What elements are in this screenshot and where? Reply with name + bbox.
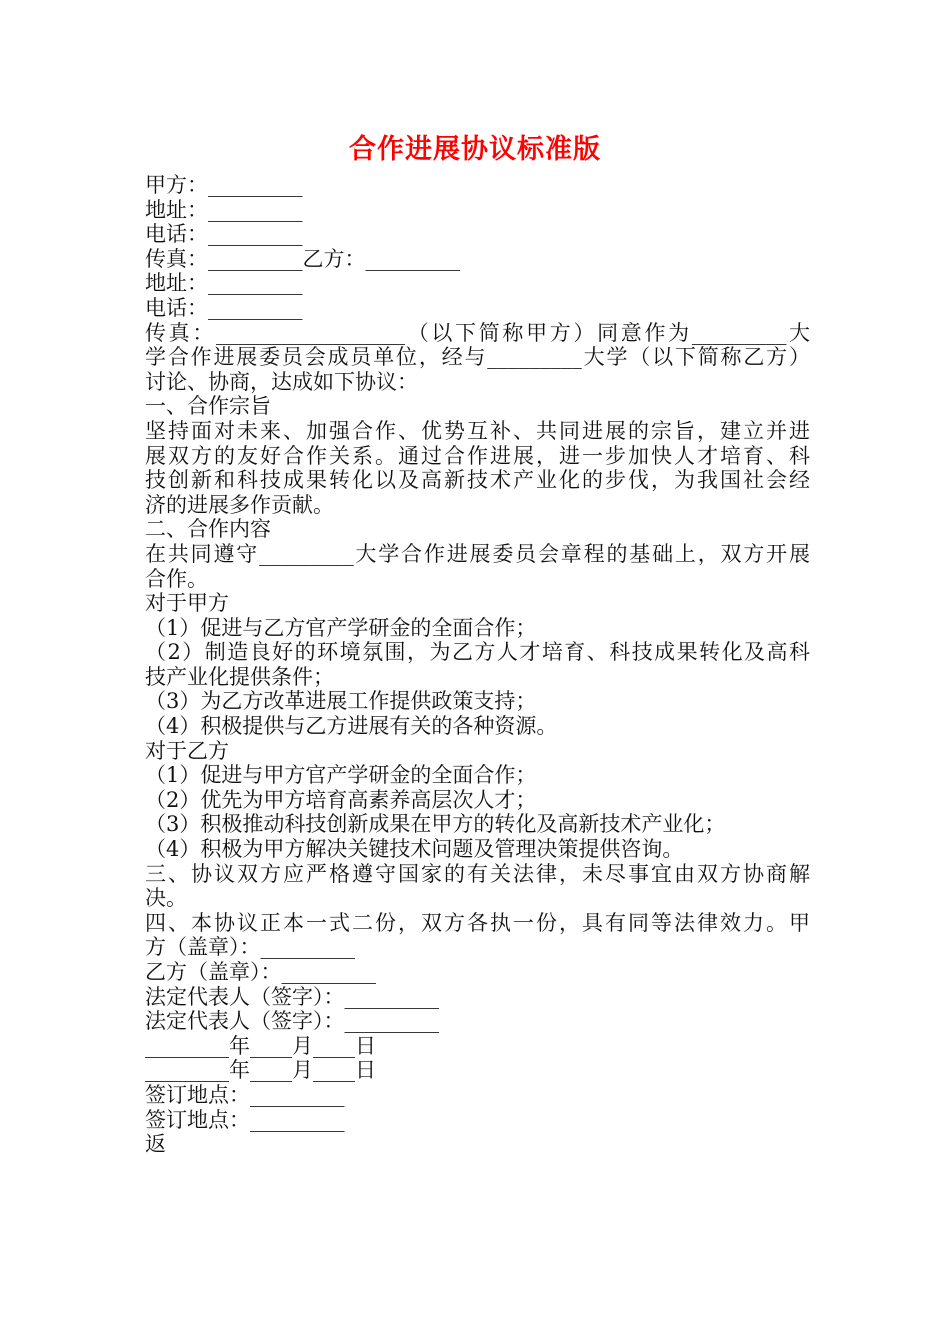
text-line: 四、本协议正本一式二份，双方各执一份，具有同等法律效力。甲 bbox=[145, 910, 810, 935]
text-line: 坚持面对未来、加强合作、优势互补、共同进展的宗旨，建立并进 bbox=[145, 418, 810, 443]
text-line: 技产业化提供条件； bbox=[145, 664, 334, 689]
text-line: （2）制造良好的环境氛围，为乙方人才培育、科技成果转化及高科 bbox=[145, 640, 810, 665]
text-line: 电话：_________ bbox=[145, 295, 303, 320]
text-line: 技创新和科技成果转化以及高新技术产业化的步伐，为我国社会经 bbox=[145, 468, 810, 493]
text-line: 对于甲方 bbox=[145, 591, 229, 616]
text-line: 电话：_________ bbox=[145, 222, 303, 247]
text-line: 在共同遵守_________大学合作进展委员会章程的基础上，双方开展 bbox=[145, 541, 810, 566]
document-body bbox=[145, 173, 810, 1157]
text-line: （1）促进与乙方官产学研金的全面合作； bbox=[145, 615, 537, 640]
text-line: 法定代表人（签字）：_________ bbox=[145, 1009, 439, 1034]
text-line: 传真：_________乙方：_________ bbox=[145, 246, 460, 271]
text-line: 二、合作内容 bbox=[145, 517, 271, 542]
text-line: 返 bbox=[145, 1132, 166, 1157]
text-line: 对于乙方 bbox=[145, 738, 229, 763]
text-line: 签订地点：_________ bbox=[145, 1107, 345, 1132]
text-line: 学合作进展委员会成员单位，经与_________大学（以下简称乙方） bbox=[145, 345, 810, 370]
text-line: 济的进展多作贡献。 bbox=[145, 492, 334, 517]
text-line: 合作。 bbox=[145, 566, 208, 591]
text-line: 法定代表人（签字）：_________ bbox=[145, 984, 439, 1009]
text-line: ________年____月____日 bbox=[145, 1033, 376, 1058]
text-line: 甲方：_________ bbox=[145, 173, 303, 197]
document-title: 合作进展协议标准版 bbox=[349, 134, 601, 165]
text-line: 讨论、协商，达成如下协议： bbox=[145, 369, 418, 394]
text-line: 地址：_________ bbox=[145, 197, 303, 222]
text-line: （2）优先为甲方培育高素养高层次人才； bbox=[145, 787, 537, 812]
text-line: 一、合作宗旨 bbox=[145, 394, 271, 419]
text-line: 签订地点：_________ bbox=[145, 1082, 345, 1107]
text-line: （1）促进与甲方官产学研金的全面合作； bbox=[145, 763, 537, 788]
text-line: （4）积极为甲方解决关键技术问题及管理决策提供咨询。 bbox=[145, 837, 684, 862]
text-line: 决。 bbox=[145, 886, 187, 911]
text-line: 乙方（盖章）：_________ bbox=[145, 960, 376, 984]
text-line: 展双方的友好合作关系。通过合作进展，进一步加快人才培育、科 bbox=[145, 443, 810, 468]
text-line: （4）积极提供与乙方进展有关的各种资源。 bbox=[145, 714, 558, 739]
text-line: ________年____月____日 bbox=[145, 1058, 376, 1083]
text-line: （3）为乙方改革进展工作提供政策支持； bbox=[145, 689, 537, 714]
text-line: 地址：_________ bbox=[145, 271, 303, 296]
text-line: （3）积极推动科技创新成果在甲方的转化及高新技术产业化； bbox=[145, 812, 726, 837]
text-line: 三、协议双方应严格遵守国家的有关法律，未尽事宜由双方协商解 bbox=[145, 861, 810, 886]
text-line: 方（盖章）：_________ bbox=[145, 935, 355, 960]
text-line: 传真：__________________（以下简称甲方）同意作为_________大 bbox=[145, 320, 810, 345]
